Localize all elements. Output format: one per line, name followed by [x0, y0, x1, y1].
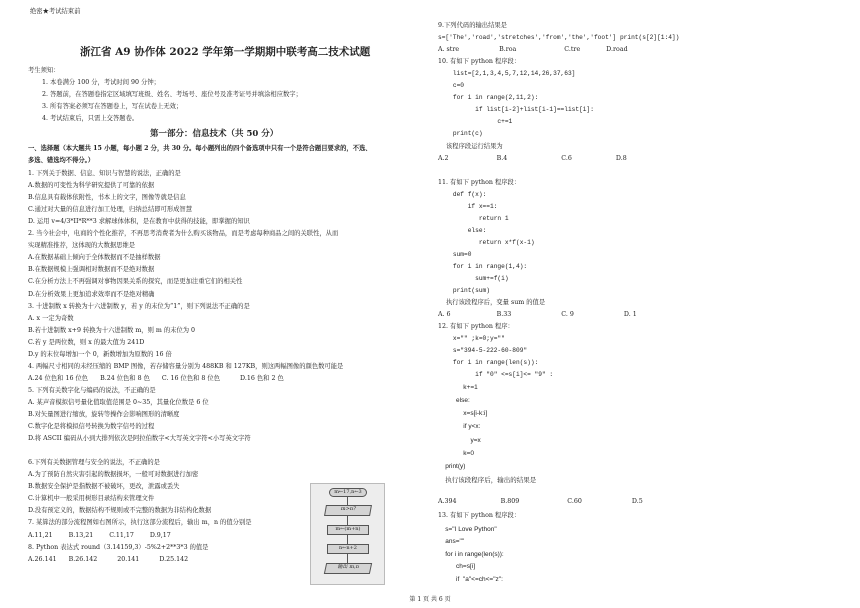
text-line: A.24 位色和 16 位色 B.24 位色和 8 色 C. 16 位色和 8 位色 D.16 色和 2 色: [28, 374, 284, 382]
text-line: print(c): [438, 130, 483, 138]
text-line: sum=0: [438, 250, 472, 258]
text-line: y=x: [438, 436, 481, 444]
text-line: x="" ;k=0;y="": [438, 335, 505, 343]
flowchart-step1: m←(m+n): [327, 525, 369, 535]
text-line: D.将 ASCII 编码从小到大排列依次是阿拉伯数字<大写英文字符<小写英文字符: [28, 435, 251, 443]
flowchart-start: m←17,n←3: [329, 488, 367, 497]
text-line: for i in range(2,11,2):: [438, 94, 539, 102]
text-line: list=[2,1,3,4,5,7,12,14,26,37,63]: [438, 70, 576, 78]
text-line: D.y 的末位每增加一个 0，新数增加为原数的 16 倍: [28, 350, 172, 358]
text-line: D. 运用 v=4/3*II*R**3 求解球体体积，是在教育中获得的技能，即掌握的知识: [28, 218, 250, 226]
text-line: D.没有预定义的，数据结构不规则或不完整的数据为非结构化数据: [28, 507, 212, 515]
text-line: k=0: [438, 450, 474, 457]
text-line: if y<x:: [438, 423, 481, 431]
flowchart: [310, 483, 385, 585]
text-line: for i in range(len(s)):: [438, 550, 504, 558]
text-line: 7. 某算法的部分流程图如右图所示，执行这部分流程后，输出 m，n 的值分别是: [28, 519, 252, 527]
text-line: if x==1:: [438, 202, 498, 210]
notice-item: 1. 本卷满分 100 分，考试时间 90 分钟；: [42, 79, 160, 86]
text-line: 该程序段运行结果为: [438, 142, 503, 150]
text-line: if "a"<=ch<="z":: [438, 575, 503, 583]
flowchart-output: 输出 m,n: [324, 563, 372, 574]
text-line: B.对矢量图进行缩放，旋转等操作会影响图形的清晰度: [28, 411, 180, 418]
text-line: A. 某声音模拟信号量化值取值范围是 0~35，其量化位数是 6 位: [28, 398, 209, 406]
text-line: print(y): [438, 463, 466, 471]
notice-heading: 考生须知：: [28, 67, 60, 74]
text-line: C.在分析方法上不再强调对事物因果关系的探究，而是更加注重它们的相关性: [28, 278, 243, 286]
text-line: B.在数据规模上强调相对数据而不是绝对数据: [28, 266, 155, 274]
text-line: A. x 一定为奇数: [28, 314, 74, 322]
text-line: A. stre B.roa C.tre D.road: [438, 46, 628, 54]
text-line: x=s[i-k:i]: [438, 410, 488, 418]
text-line: 11. 有如下 python 程序段：: [438, 178, 521, 186]
text-line: s=['The','road','stretches','from','the','foot'] print(s[2][1:4]): [438, 34, 680, 42]
text-line: A. 6 B.33 C. 9 D. 1: [438, 311, 637, 319]
text-line: 执行该段程序后，变量 sum 的值是: [438, 299, 546, 307]
text-line: else:: [438, 396, 470, 404]
text-line: return 1: [438, 214, 509, 222]
text-line: s="I Love Python": [438, 525, 497, 533]
text-line: A.为了预防自然灾害引起的数据损坏，一般可对数据进行加密: [28, 471, 199, 479]
text-line: 13. 有如下 python 程序段：: [438, 511, 521, 519]
text-line: 10. 有如下 python 程序段：: [438, 58, 521, 66]
text-line: A.26.141 B.26.142 20.141 D.25.142: [28, 555, 189, 563]
text-line: else:: [438, 226, 487, 234]
text-line: 3. 十进制数 x 转换为十六进制数 y，若 y 的末位为“1”，则下列说法不正确的是: [28, 302, 250, 310]
notice-item: 2. 答题前，在答题卷指定区域填写班级、姓名、考场号、座位号及准考证号并填涂相应数字；: [42, 91, 302, 98]
text-line: 4. 两幅尺寸相同的未经压缩的 BMP 图像，若存储容量分别为 488KB 和 127KB，则这两幅图像的颜色数可能是: [28, 362, 344, 370]
page-footer: 第 1 页 共 6 页: [409, 596, 451, 603]
section-heading-cont: 多选、错选均不得分。）: [28, 157, 95, 164]
text-line: c+=1: [438, 118, 513, 126]
text-line: C.通过对大量的信息进行加工处理，归纳总结即可形成智慧: [28, 206, 193, 214]
text-line: s="394-5-222-60-809": [438, 347, 528, 355]
text-line: def f(x):: [438, 190, 487, 198]
text-line: 执行该段程序后，输出的结果是: [438, 476, 537, 484]
text-line: A.在数据基础上倾向于全体数据而不是抽样数据: [28, 254, 161, 262]
secret-label: 绝密★考试结束前: [30, 8, 81, 15]
text-line: 12. 有如下 python 程序：: [438, 323, 514, 331]
text-line: D.在分析效果上更加追求效率而不是绝对精确: [28, 290, 155, 298]
text-line: C.若 y 是两位数，则 x 的最大值为 241D: [28, 338, 145, 346]
text-line: 9.下列代码的输出结果是: [438, 22, 507, 29]
text-line: if "0" <=s[i]<= "9" :: [438, 371, 554, 379]
text-line: ch=s[i]: [438, 563, 476, 571]
text-line: C.计算机中一般采用树形目录结构来管理文件: [28, 495, 155, 503]
text-line: k+=1: [438, 383, 478, 391]
text-line: for i in range(len(s)):: [438, 359, 539, 367]
text-line: 实现精准推荐，这体现的大数据思维是: [28, 242, 136, 250]
text-line: A.数据的可变性为科学研究提供了可靠的依据: [28, 182, 155, 190]
flowchart-condition: m>n?: [324, 505, 372, 516]
section-heading: 一、选择题（本大题共 15 小题，每小题 2 分，共 30 分。每小题列出的四个备选项中只有一个是符合题目要求的，不选、: [28, 145, 372, 152]
text-line: print(sum): [438, 287, 490, 295]
text-line: ans="": [438, 538, 465, 546]
text-line: B.若十进制数 x+9 转换为十六进制数 m，则 m 的末位为 0: [28, 326, 196, 334]
page-title: 浙江省 A9 协作体 2022 学年第一学期期中联考高二技术试题: [80, 46, 371, 58]
text-line: A.11,21 B.13,21 C.11,17 D.9,17: [28, 531, 171, 539]
text-line: 6.下列有关数据管理与安全的说法，不正确的是: [28, 459, 160, 467]
text-line: B.信息具有载体依附性，书本上的文字，图像等就是信息: [28, 194, 186, 202]
text-line: for i in range(1,4):: [438, 263, 528, 270]
part-title: 第一部分：信息技术（共 50 分）: [150, 129, 279, 139]
flowchart-step2: n←n+2: [327, 544, 369, 554]
text-line: 2. 当今社会中，电商的个性化推荐，不再思考消费者为什么购买该物品，而是考虑每种商品之间的关联性，从而: [28, 230, 339, 238]
notice-item: 4. 考试结束后，只需上交答题卷。: [42, 115, 139, 122]
text-line: A.2 B.4 C.6 D.8: [438, 154, 627, 162]
notice-item: 3. 所有答案必须写在答题卷上，写在试卷上无效；: [42, 103, 183, 110]
text-line: if list[i-2]+list[i-1]==list[i]:: [438, 106, 594, 114]
text-line: B.数据安全保护是指数据不被破坏，更改，泄露或丢失: [28, 483, 180, 491]
text-line: 5. 下列有关数字化与编码的说法，不正确的是: [28, 386, 156, 394]
text-line: A.394 B.809 C.60 D.5: [438, 497, 643, 505]
text-line: 8. Python 表达式 round（3.14159,3）-5%2+2**3*3 的值是: [28, 543, 209, 551]
text-line: return x*f(x-1): [438, 238, 535, 246]
text-line: C.数字化是将模拟信号转换为数字信号的过程: [28, 423, 155, 431]
text-line: 1. 下列关于数据、信息、知识与智慧的说法，正确的是: [28, 170, 181, 177]
text-line: sum+=f(i): [438, 275, 509, 283]
text-line: c=0: [438, 82, 464, 90]
